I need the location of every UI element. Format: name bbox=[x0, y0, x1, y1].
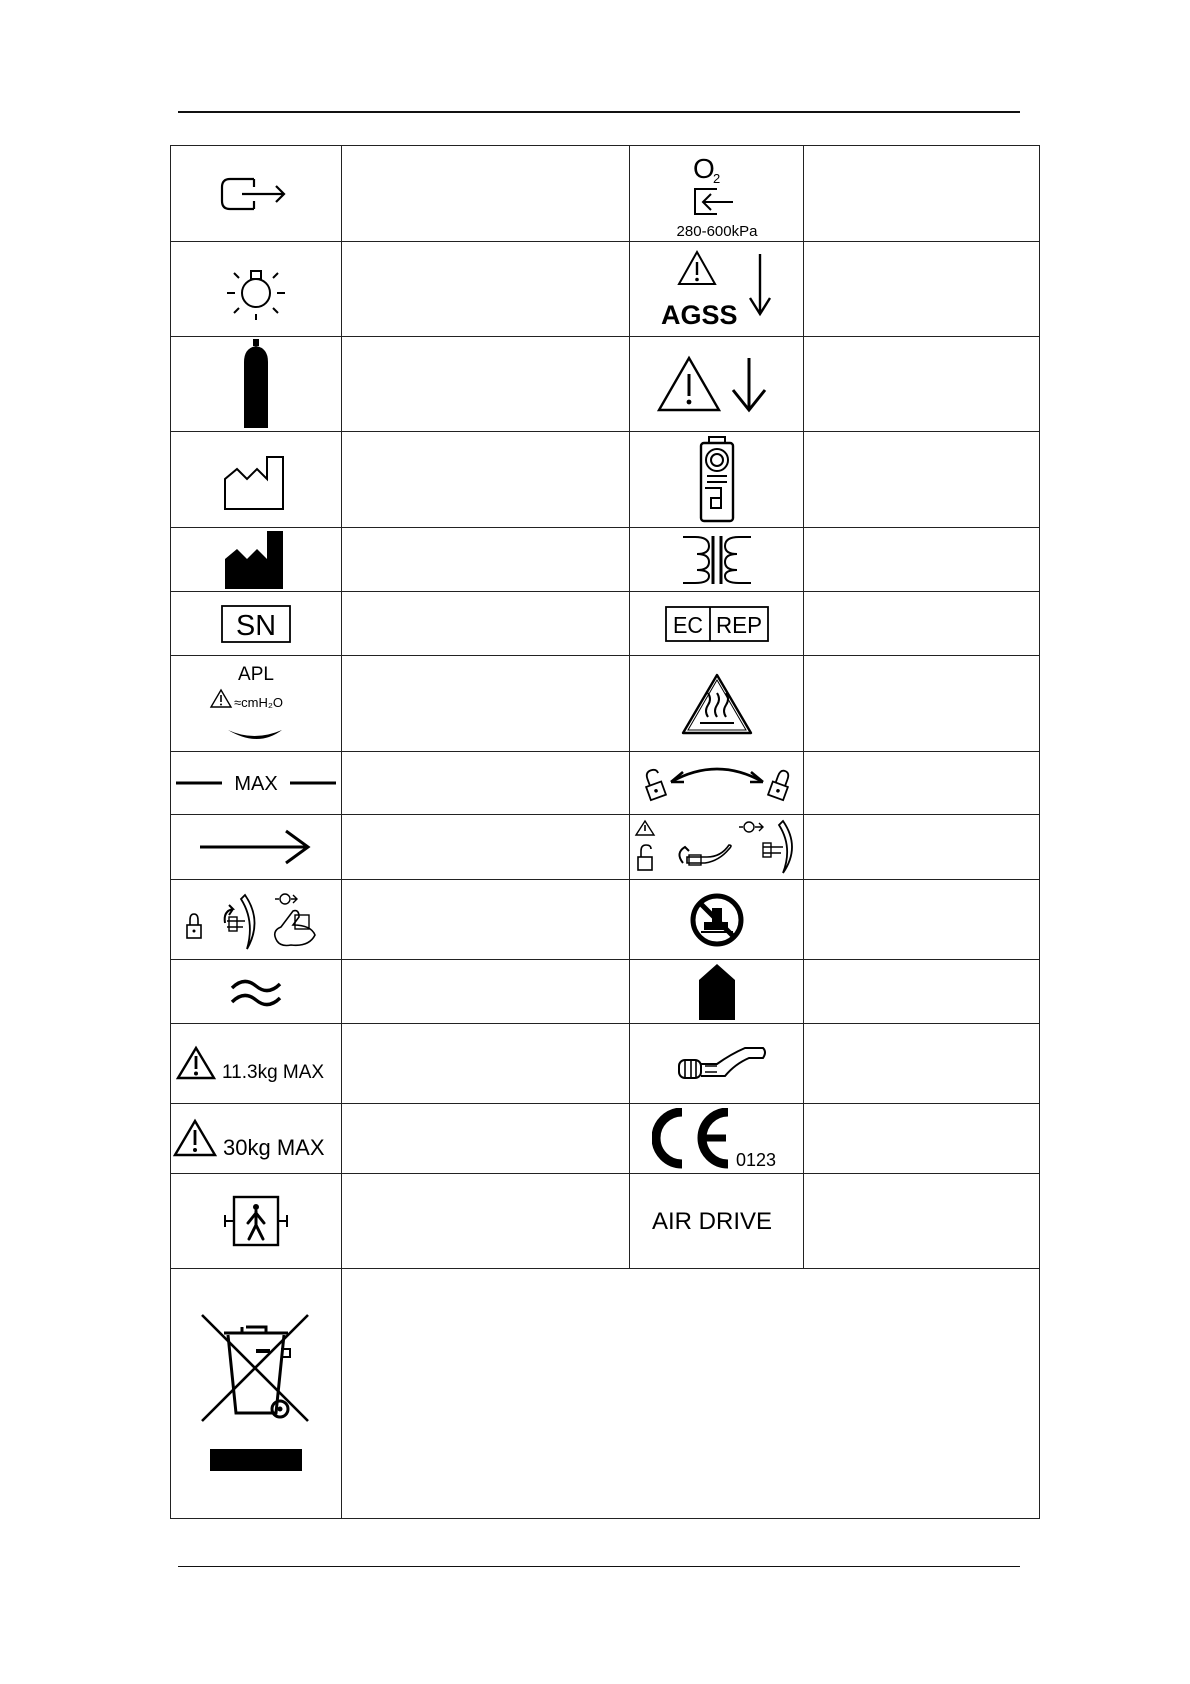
description-cell bbox=[342, 1024, 630, 1104]
table-row bbox=[171, 528, 1040, 592]
description-cell bbox=[342, 752, 630, 815]
cylinder-yoke-icon bbox=[695, 436, 739, 524]
ce-notified-body-number: 0123 bbox=[735, 1149, 776, 1170]
lamp-icon bbox=[221, 257, 291, 321]
description-cell bbox=[804, 752, 1040, 815]
footer-rule bbox=[178, 1566, 1020, 1567]
description-cell bbox=[342, 592, 630, 656]
serial-number-icon bbox=[220, 604, 292, 644]
max-level-icon bbox=[174, 768, 338, 798]
agss-warning-icon bbox=[657, 248, 777, 330]
symbol-cell bbox=[171, 752, 342, 815]
description-cell bbox=[342, 815, 630, 880]
weight-30kg-warning-icon bbox=[173, 1117, 339, 1161]
symbol-cell bbox=[171, 528, 342, 592]
symbol-cell bbox=[630, 960, 804, 1024]
description-cell bbox=[342, 1174, 630, 1269]
o2-label: O bbox=[692, 152, 715, 184]
table-row bbox=[171, 146, 1040, 242]
description-cell bbox=[804, 337, 1040, 432]
table-row bbox=[171, 242, 1040, 337]
symbol-cell bbox=[171, 1104, 342, 1174]
description-cell bbox=[342, 528, 630, 592]
ce-mark-icon bbox=[652, 1108, 782, 1170]
symbol-cell bbox=[630, 432, 804, 528]
symbol-cell bbox=[171, 432, 342, 528]
table-row bbox=[171, 1269, 1040, 1519]
symbol-cell bbox=[171, 815, 342, 880]
hose-connector-icon bbox=[665, 1042, 769, 1086]
symbol-cell bbox=[630, 1024, 804, 1104]
unlock-rotate-icon bbox=[633, 817, 801, 877]
symbol-cell bbox=[171, 1174, 342, 1269]
symbol-cell bbox=[630, 146, 804, 242]
description-cell bbox=[342, 1104, 630, 1174]
description-cell bbox=[342, 337, 630, 432]
o2-supply-inlet-icon bbox=[657, 148, 777, 240]
symbols-table bbox=[170, 145, 1040, 1519]
symbol-cell bbox=[171, 242, 342, 337]
description-cell bbox=[342, 960, 630, 1024]
flow-direction-arrow-icon bbox=[198, 827, 314, 867]
symbol-cell bbox=[171, 1024, 342, 1104]
apl-label: APL bbox=[238, 663, 274, 685]
hot-surface-icon bbox=[680, 671, 754, 737]
description-cell bbox=[804, 1104, 1040, 1174]
symbol-cell bbox=[630, 592, 804, 656]
weight-11kg-warning-icon bbox=[176, 1042, 336, 1086]
symbol-cell bbox=[630, 752, 804, 815]
gas-output-icon bbox=[216, 169, 296, 219]
header-rule bbox=[178, 111, 1020, 113]
o2-subscript: 2 bbox=[712, 170, 720, 186]
description-cell bbox=[804, 242, 1040, 337]
air-drive-icon bbox=[632, 1201, 802, 1241]
table-row bbox=[171, 1174, 1040, 1269]
warning-down-arrow-icon bbox=[657, 354, 777, 414]
description-cell bbox=[342, 242, 630, 337]
table-row bbox=[171, 337, 1040, 432]
symbol-cell bbox=[171, 880, 342, 960]
manufacturer-icon bbox=[221, 529, 291, 591]
symbol-cell bbox=[171, 656, 342, 752]
symbol-cell bbox=[171, 1269, 342, 1519]
sn-label: SN bbox=[236, 609, 276, 642]
lock-rotate-icon bbox=[181, 889, 331, 951]
description-cell bbox=[804, 146, 1040, 242]
table-row bbox=[171, 592, 1040, 656]
table-row bbox=[171, 752, 1040, 815]
apl-valve-icon bbox=[206, 660, 306, 748]
description-cell bbox=[804, 1174, 1040, 1269]
lock-unlock-arc-icon bbox=[639, 760, 795, 806]
description-cell bbox=[342, 656, 630, 752]
table-row bbox=[171, 960, 1040, 1024]
symbol-cell bbox=[630, 880, 804, 960]
rep-label: REP bbox=[715, 611, 762, 638]
symbol-cell bbox=[630, 815, 804, 880]
description-cell bbox=[804, 528, 1040, 592]
ec-label: EC bbox=[672, 611, 703, 638]
symbol-cell bbox=[171, 960, 342, 1024]
description-cell bbox=[804, 432, 1040, 528]
weight-30kg-label: 30kg MAX bbox=[223, 1134, 325, 1160]
description-cell bbox=[804, 880, 1040, 960]
description-cell bbox=[342, 146, 630, 242]
description-cell bbox=[342, 432, 630, 528]
description-cell bbox=[804, 960, 1040, 1024]
agss-label: AGSS bbox=[660, 300, 738, 330]
symbol-cell bbox=[171, 592, 342, 656]
table-row bbox=[171, 1104, 1040, 1174]
pentagon-shape-icon bbox=[697, 962, 737, 1022]
weight-11kg-label: 11.3kg MAX bbox=[222, 1061, 325, 1083]
table-row bbox=[171, 880, 1040, 960]
type-bf-applied-part-icon bbox=[221, 1193, 291, 1249]
table-row bbox=[171, 1024, 1040, 1104]
symbol-cell bbox=[630, 528, 804, 592]
table-row bbox=[171, 656, 1040, 752]
table-row bbox=[171, 815, 1040, 880]
symbol-cell bbox=[630, 1174, 804, 1269]
description-cell bbox=[804, 815, 1040, 880]
description-cell-wide bbox=[342, 1269, 1040, 1519]
symbol-cell bbox=[630, 656, 804, 752]
description-cell bbox=[804, 592, 1040, 656]
symbol-cell bbox=[630, 337, 804, 432]
no-pushing-icon bbox=[689, 892, 745, 948]
table-row bbox=[171, 432, 1040, 528]
description-cell bbox=[804, 1024, 1040, 1104]
apl-unit: ≈cmH₂O bbox=[234, 694, 284, 710]
symbol-cell bbox=[171, 337, 342, 432]
gas-cylinder-icon bbox=[236, 338, 276, 430]
air-drive-label: AIR DRIVE bbox=[651, 1208, 772, 1235]
alternating-current-icon bbox=[228, 974, 284, 1010]
max-label: MAX bbox=[234, 773, 278, 795]
manufacture-date-icon bbox=[221, 449, 291, 511]
o2-pressure-range: 280-600kPa bbox=[676, 222, 757, 240]
symbol-cell bbox=[630, 1104, 804, 1174]
weee-bin-icon bbox=[196, 1309, 316, 1479]
transformer-icon bbox=[679, 534, 755, 586]
symbol-cell bbox=[171, 146, 342, 242]
description-cell bbox=[804, 656, 1040, 752]
ec-rep-icon bbox=[664, 605, 770, 643]
symbol-cell bbox=[630, 242, 804, 337]
description-cell bbox=[342, 880, 630, 960]
